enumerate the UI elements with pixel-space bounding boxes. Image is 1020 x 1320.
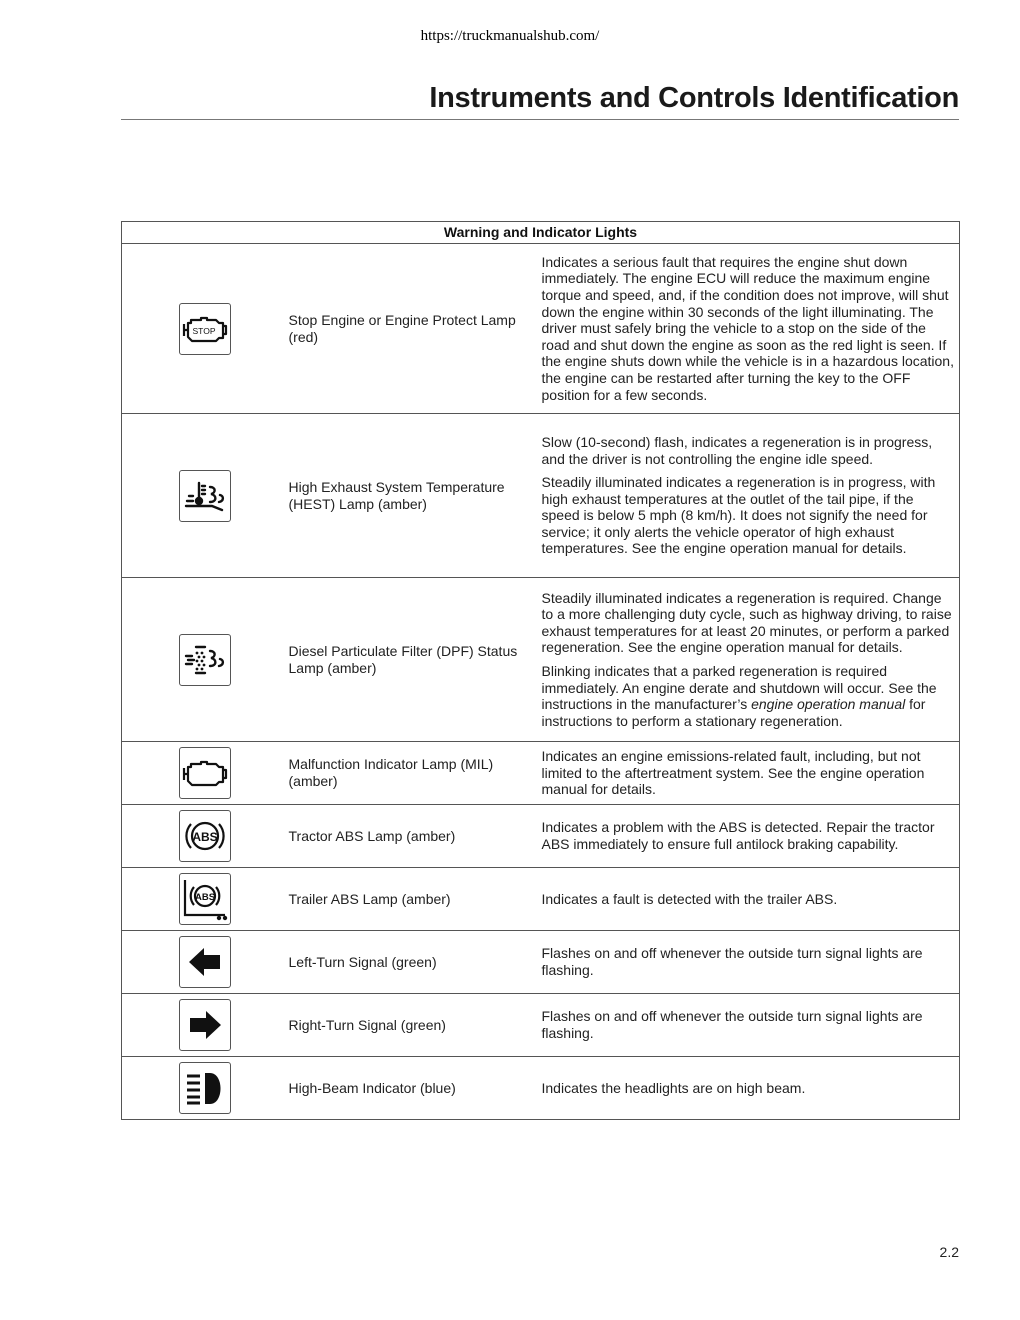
row-description-text: Indicates a serious fault that requires the engine shut down immediately. The engine ECU will reduce the maximum engine torque and speed, and, if the condition does not improve, will shut down the engine within 30 seconds of the light illuminating. The driver must safely bring the vehicle to a stop on the side of the road and shut down the engine as soon as the red light is seen. If the engine shuts down while the vehicle is in a hazardous location, the engine can be restarted after turning the key to the OFF position for a few seconds.	[541, 253, 954, 403]
table-row	[122, 868, 960, 931]
row-name: Diesel Particulate Filter (DPF) Status Lamp (amber)	[289, 578, 542, 742]
table-row	[122, 578, 960, 742]
row-description	[542, 244, 960, 414]
row-description-text: Steadily illuminated indicates a regeneration is required. Change to a more challenging duty cycle, such as highway driving, to raise exhaust temperatures for at least 20 minutes, or perform a parked regeneration. See the engine operation manual for details.	[541, 589, 952, 656]
description-text-part: for instructions to perform a stationary regeneration.	[541, 696, 926, 729]
table-caption: Warning and Indicator Lights	[122, 222, 960, 244]
table-row	[122, 244, 960, 414]
row-name: Left-Turn Signal (green)	[289, 931, 542, 994]
description-italic-ref: engine operation manual	[751, 696, 906, 713]
description-text-part: Blinking indicates that a parked regeneration is required immediately. An engine derate and shutdown will occur. See the instructions in the manufacturer’s	[541, 663, 937, 713]
table-row	[122, 994, 960, 1057]
row-description-text: Indicates a problem with the ABS is detected. Repair the tractor ABS immediately to ensure full antilock braking capability.	[541, 819, 935, 852]
page-number: 2.2	[939, 1244, 959, 1260]
warning-lights-table	[121, 221, 960, 1120]
row-description	[542, 868, 960, 931]
high-exhaust-temperature-icon	[179, 470, 231, 522]
tractor-abs-icon-label: ABS	[192, 830, 218, 844]
trailer-abs-icon-label: ABS	[194, 892, 216, 903]
header-url: https://truckmanualshub.com/	[420, 28, 600, 44]
row-name: Right-Turn Signal (green)	[289, 994, 542, 1057]
row-description	[542, 414, 960, 578]
row-name: Malfunction Indicator Lamp (MIL) (amber)	[289, 742, 542, 805]
trailer-abs-icon	[179, 873, 231, 925]
row-description-text: Flashes on and off whenever the outside turn signal lights are flashing.	[541, 945, 923, 978]
right-arrow-icon	[179, 999, 231, 1051]
table-row	[122, 1057, 960, 1120]
row-description-text: Indicates a fault is detected with the trailer ABS.	[541, 890, 838, 907]
row-name: High-Beam Indicator (blue)	[289, 1057, 542, 1120]
row-description-text: Flashes on and off whenever the outside turn signal lights are flashing.	[541, 1008, 923, 1041]
malfunction-indicator-icon	[179, 747, 231, 799]
row-description	[542, 931, 960, 994]
tractor-abs-icon	[179, 810, 231, 862]
table-row	[122, 742, 960, 805]
row-description-text: Steadily illuminated indicates a regeneration is in progress, with high exhaust temperatures at the outlet of the tail pipe, if the speed is below 5 mph (8 km/h). It does not signify the need for service; it only alerts the vehicle operator of high exhaust temperatures. See the engine operation manual for details.	[541, 474, 936, 557]
table-header-row	[122, 222, 960, 244]
row-description	[542, 578, 960, 742]
left-arrow-icon	[179, 936, 231, 988]
table-row	[122, 805, 960, 868]
row-name: Tractor ABS Lamp (amber)	[289, 805, 542, 868]
high-beam-icon	[179, 1062, 231, 1114]
row-description-text: Indicates an engine emissions-related fault, including, but not limited to the aftertreatment system. See the engine operation manual for details.	[541, 748, 925, 798]
title-rule	[121, 119, 959, 120]
page-title: Instruments and Controls Identification	[429, 82, 959, 114]
dpf-status-icon	[179, 634, 231, 686]
row-description-text: Slow (10-second) flash, indicates a regeneration is in progress, and the driver is not controlling the engine idle speed.	[541, 433, 933, 467]
table-row	[122, 931, 960, 994]
stop-engine-icon-label: STOP	[192, 325, 216, 336]
stop-engine-icon	[179, 303, 231, 355]
row-name: Trailer ABS Lamp (amber)	[289, 868, 542, 931]
row-description-text	[542, 663, 956, 729]
row-description	[542, 1057, 960, 1120]
row-name: High Exhaust System Temperature (HEST) Lamp (amber)	[289, 414, 542, 578]
table-row	[122, 414, 960, 578]
row-description	[542, 742, 960, 805]
row-name: Stop Engine or Engine Protect Lamp (red)	[289, 244, 542, 414]
row-description	[542, 994, 960, 1057]
row-description-text: Indicates the headlights are on high beam.	[541, 1079, 806, 1096]
row-description	[542, 805, 960, 868]
